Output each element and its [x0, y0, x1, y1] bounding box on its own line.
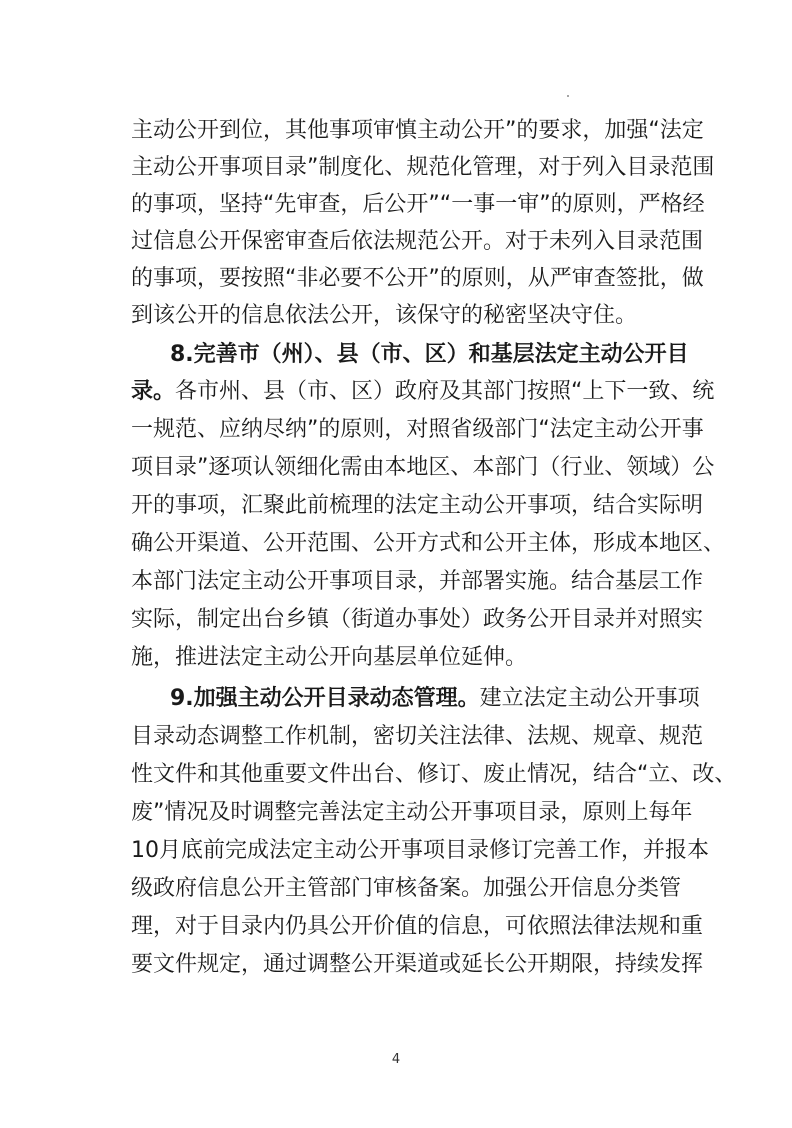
text-run: 本部门法定主动公开事项目录，并部署实施。结合基层工作: [131, 569, 704, 594]
paragraph-7-line-3: [131, 192, 705, 218]
section-8-line-7: [131, 569, 704, 595]
text-run: 各市州、县（市、区）政府及其部门按照“上下一致、统: [175, 379, 715, 404]
section-8-line-2: [131, 379, 715, 405]
text-run: 项目录”逐项认领细化需由本地区、本部门（行业、领域）公: [131, 455, 715, 480]
text-run: 废”情况及时调整完善法定主动公开事项目录，原则上每年: [131, 800, 693, 825]
paragraph-7-line-4: [131, 229, 704, 255]
text-run: 要文件规定，通过调整公开渠道或延长公开期限，持续发挥: [131, 952, 704, 977]
paragraph-7-line-6: [131, 303, 677, 329]
text-run: 10月底前完成法定主动公开事项目录修订完善工作，并报本: [131, 838, 709, 863]
section-8-line-9: [131, 645, 677, 671]
text-run: 开的事项，汇聚此前梳理的法定主动公开事项，结合实际明: [131, 493, 704, 518]
text-run: 施，推进法定主动公开向基层单位延伸。: [131, 645, 528, 670]
section-9-line-1: [170, 686, 700, 712]
text-run: 理，对于目录内仍具公开价值的信息，可依照法律法规和重: [131, 914, 704, 939]
section-8-heading-end: 录。: [131, 379, 176, 404]
paragraph-7-line-5: [131, 266, 704, 292]
text-run: 一规范、应纳尽纳”的原则，对照省级部门“法定主动公开事: [131, 417, 704, 442]
text-run: 到该公开的信息依法公开，该保守的秘密坚决守住。: [131, 303, 638, 328]
text-run: 实际，制定出台乡镇（街道办事处）政务公开目录并对照实: [131, 607, 704, 632]
section-8-line-4: [131, 455, 715, 481]
text-run: 过信息公开保密审查后依法规范公开。对于未列入目录范围: [131, 229, 704, 254]
section-8-heading: 8.完善市（州）、县（市、区）和基层法定主动公开目: [170, 342, 689, 367]
paragraph-7-line-1: [131, 118, 704, 144]
text-run: 目录动态调整工作机制，密切关注法律、法规、规章、规范: [131, 724, 704, 749]
section-8-line-8: [131, 607, 704, 633]
scan-speck: [567, 95, 569, 97]
text-run: 主动公开事项目录”制度化、规范化管理，对于列入目录范围: [131, 155, 715, 180]
section-8-line-3: [131, 417, 704, 443]
text-run: 的事项，要按照“非必要不公开”的原则，从严审查签批，做: [131, 266, 704, 291]
text-run: 确公开渠道、公开范围、公开方式和公开主体，形成本地区、: [131, 531, 726, 556]
section-9-line-7: [131, 914, 704, 940]
section-8-heading-line-1: [170, 342, 689, 368]
section-9-line-5: [131, 838, 709, 864]
text-run: 级政府信息公开主管部门审核备案。加强公开信息分类管: [131, 876, 682, 901]
section-9-line-8: [131, 952, 704, 978]
section-9-line-6: [131, 876, 682, 902]
text-run: 建立法定主动公开事项: [479, 686, 700, 711]
section-9-line-4: [131, 800, 693, 826]
text-run: 的事项，坚持“先审查，后公开”“一事一审”的原则，严格经: [131, 192, 705, 217]
section-9-line-2: [131, 724, 704, 750]
section-9-line-3: [131, 762, 737, 788]
text-run: 主动公开到位，其他事项审慎主动公开”的要求，加强“法定: [131, 118, 704, 143]
section-8-line-6: [131, 531, 726, 557]
paragraph-7-line-2: [131, 155, 715, 181]
text-run: 性文件和其他重要文件出台、修订、废止情况，结合“立、改、: [131, 762, 737, 787]
section-8-line-5: [131, 493, 704, 519]
section-9-heading: 9.加强主动公开目录动态管理。: [170, 686, 480, 711]
page-number: 4: [391, 1052, 401, 1067]
